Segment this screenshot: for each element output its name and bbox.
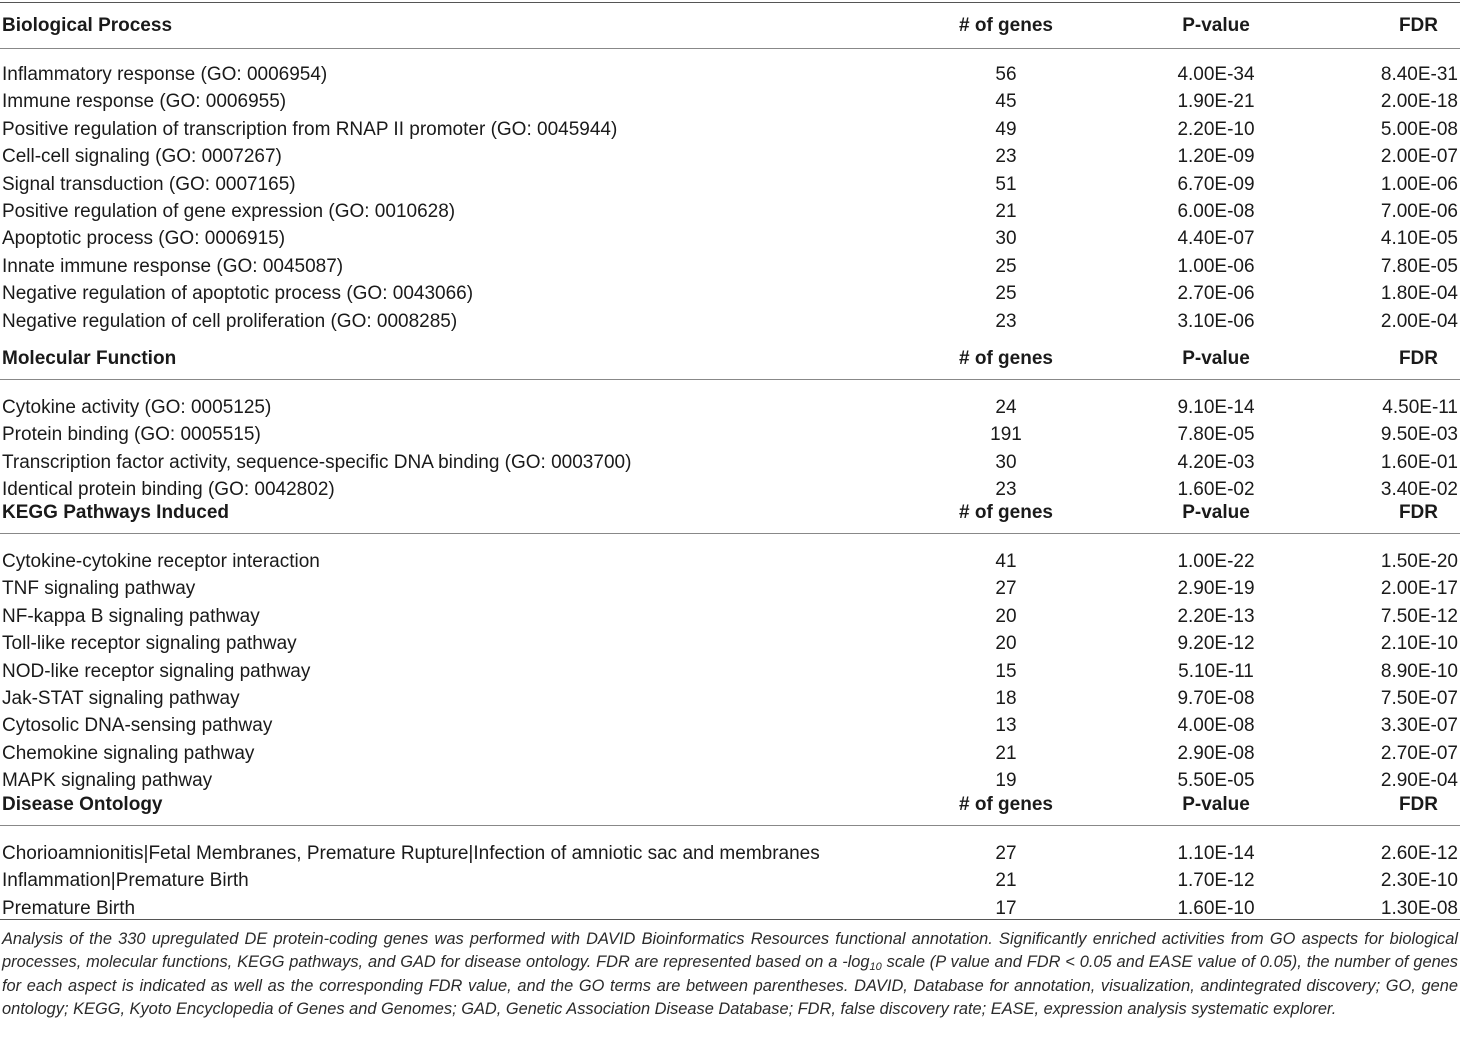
gene-count: 45 xyxy=(995,91,1017,113)
go-term: Negative regulation of cell proliferation (GO: 0008285) xyxy=(2,310,458,332)
column-header-pvalue: P-value xyxy=(1182,502,1250,523)
go-term: Chemokine signaling pathway xyxy=(2,742,255,764)
go-term: Positive regulation of gene expression (GO: 0010628) xyxy=(2,201,456,222)
go-term: Chorioamnionitis|Fetal Membranes, Premature Rupture|Infection of amniotic sac and membranes xyxy=(2,843,820,864)
gene-count: 30 xyxy=(995,228,1017,250)
section-rule xyxy=(0,379,1460,380)
go-term: MAPK signaling pathway xyxy=(2,770,213,792)
table-row xyxy=(0,421,1460,448)
footnote-text-part1: Analysis of the 330 upregulated DE protein-coding genes was performed with DAVID Bioinformatics Resources functional annotation. Significantly enriched activities from GO aspects for biological processes, molecular functions, KEGG pathways, and GAD for disease ontology. FDR are represented based on a -log xyxy=(2,930,1458,972)
footnote-text-part2: scale (P value and FDR < 0.05 and EASE value of 0.05), the number of genes for each aspect is indicated as well as the corresponding FDR value, and the GO terms are between parentheses. DAVID, Database for annotation, visualization, andintegrated discovery; GO, gene ontology; KEGG, Kyoto Encyclopedia of Genes and Genomes; GAD, Genetic Association Disease Database; FDR, false discovery rate; EASE, expression analysis systematic explorer. xyxy=(2,953,1458,1018)
go-term: Jak-STAT signaling pathway xyxy=(2,688,240,709)
gene-count: 30 xyxy=(995,451,1017,473)
column-header-fdr: FDR xyxy=(1398,794,1438,815)
section-header xyxy=(0,791,1460,818)
section-title: KEGG Pathways Induced xyxy=(2,502,229,523)
p-value: 4.40E-07 xyxy=(1177,228,1255,250)
gene-count: 25 xyxy=(995,283,1017,305)
table-row xyxy=(0,61,1460,88)
gene-count: 24 xyxy=(995,397,1017,418)
p-value: 1.20E-09 xyxy=(1177,146,1255,168)
table-row xyxy=(0,658,1460,685)
p-value: 9.20E-12 xyxy=(1177,633,1255,655)
gene-count: 20 xyxy=(995,605,1017,627)
p-value: 7.80E-05 xyxy=(1177,424,1255,446)
fdr-value: 2.90E-04 xyxy=(1380,770,1458,792)
go-term: Positive regulation of transcription from RNAP II promoter (GO: 0045944) xyxy=(2,118,618,140)
table-footnote xyxy=(2,928,1458,1021)
section-header xyxy=(0,345,1460,372)
table-row xyxy=(0,449,1460,476)
table-row xyxy=(0,840,1460,867)
column-header-genes: # of genes xyxy=(959,502,1053,523)
gene-count: 21 xyxy=(995,201,1017,222)
fdr-value: 8.90E-10 xyxy=(1380,660,1458,682)
p-value: 3.10E-06 xyxy=(1177,310,1255,332)
section-rule xyxy=(0,825,1460,826)
gene-count: 15 xyxy=(995,660,1017,682)
go-term: Toll-like receptor signaling pathway xyxy=(2,633,297,655)
gene-count: 49 xyxy=(995,118,1017,140)
table-row xyxy=(0,88,1460,115)
p-value: 4.20E-03 xyxy=(1177,451,1255,473)
column-header-pvalue: P-value xyxy=(1182,15,1250,36)
table-row xyxy=(0,575,1460,602)
go-term: Cytokine-cytokine receptor interaction xyxy=(2,551,320,572)
column-header-pvalue: P-value xyxy=(1182,794,1250,815)
fdr-value: 1.80E-04 xyxy=(1380,283,1458,305)
section-title: Biological Process xyxy=(2,15,173,36)
fdr-value: 7.80E-05 xyxy=(1380,255,1458,277)
p-value: 9.70E-08 xyxy=(1177,688,1255,709)
fdr-value: 3.30E-07 xyxy=(1380,715,1458,737)
gene-count: 23 xyxy=(995,479,1017,501)
go-term: NOD-like receptor signaling pathway xyxy=(2,660,311,682)
fdr-value: 2.10E-10 xyxy=(1380,633,1458,655)
p-value: 6.00E-08 xyxy=(1177,201,1255,222)
fdr-value: 1.50E-20 xyxy=(1380,551,1458,572)
fdr-value: 2.00E-18 xyxy=(1380,91,1458,113)
gene-count: 23 xyxy=(995,310,1017,332)
fdr-value: 2.70E-07 xyxy=(1380,742,1458,764)
go-term: Cell-cell signaling (GO: 0007267) xyxy=(2,146,282,168)
p-value: 4.00E-08 xyxy=(1177,715,1255,737)
gene-count: 21 xyxy=(995,870,1017,892)
column-header-genes: # of genes xyxy=(959,794,1053,815)
fdr-value: 7.50E-12 xyxy=(1380,605,1458,627)
go-term: Cytosolic DNA-sensing pathway xyxy=(2,715,273,737)
fdr-value: 2.00E-07 xyxy=(1380,146,1458,168)
column-header-fdr: FDR xyxy=(1398,348,1438,369)
gene-count: 41 xyxy=(995,551,1017,572)
footnote-subscript: 10 xyxy=(869,961,882,974)
gene-count: 56 xyxy=(995,64,1017,85)
p-value: 2.70E-06 xyxy=(1177,283,1255,305)
p-value: 2.90E-19 xyxy=(1177,578,1255,600)
fdr-value: 2.30E-10 xyxy=(1380,870,1458,892)
table-row xyxy=(0,171,1460,198)
p-value: 2.90E-08 xyxy=(1177,742,1255,764)
go-term: Transcription factor activity, sequence-specific DNA binding (GO: 0003700) xyxy=(2,451,632,473)
fdr-value: 1.00E-06 xyxy=(1380,173,1458,195)
column-header-fdr: FDR xyxy=(1398,502,1438,523)
go-term: Innate immune response (GO: 0045087) xyxy=(2,255,344,277)
table-row xyxy=(0,685,1460,712)
fdr-value: 3.40E-02 xyxy=(1380,479,1458,501)
table-row xyxy=(0,895,1460,922)
section-header xyxy=(0,499,1460,526)
table-row xyxy=(0,394,1460,421)
fdr-value: 4.10E-05 xyxy=(1380,228,1458,250)
table-row xyxy=(0,548,1460,575)
gene-count: 191 xyxy=(990,424,1022,446)
gene-count: 19 xyxy=(995,770,1017,792)
table-row xyxy=(0,308,1460,335)
p-value: 5.50E-05 xyxy=(1177,770,1255,792)
p-value: 2.20E-13 xyxy=(1177,605,1255,627)
gene-count: 25 xyxy=(995,255,1017,277)
table-row xyxy=(0,143,1460,170)
column-header-fdr: FDR xyxy=(1398,15,1438,36)
p-value: 1.00E-22 xyxy=(1177,551,1255,572)
gene-count: 51 xyxy=(995,173,1017,195)
fdr-value: 4.50E-11 xyxy=(1382,397,1458,418)
go-term: TNF signaling pathway xyxy=(2,578,196,600)
p-value: 1.60E-02 xyxy=(1177,479,1255,501)
table-row xyxy=(0,280,1460,307)
p-value: 1.60E-10 xyxy=(1177,897,1255,919)
go-term: Premature Birth xyxy=(2,897,136,919)
p-value: 4.00E-34 xyxy=(1177,64,1255,85)
section-title: Molecular Function xyxy=(2,348,177,369)
fdr-value: 2.00E-17 xyxy=(1380,578,1458,600)
table-row xyxy=(0,630,1460,657)
table-row xyxy=(0,867,1460,894)
gene-count: 13 xyxy=(995,715,1017,737)
table-row xyxy=(0,603,1460,630)
table-row xyxy=(0,116,1460,143)
fdr-value: 2.00E-04 xyxy=(1380,310,1458,332)
p-value: 1.10E-14 xyxy=(1177,843,1255,864)
fdr-value: 1.60E-01 xyxy=(1380,451,1458,473)
column-header-pvalue: P-value xyxy=(1182,348,1250,369)
gene-count: 27 xyxy=(995,843,1017,864)
p-value: 9.10E-14 xyxy=(1177,397,1255,418)
go-term: Negative regulation of apoptotic process (GO: 0043066) xyxy=(2,283,474,305)
fdr-value: 8.40E-31 xyxy=(1380,64,1458,85)
fdr-value: 2.60E-12 xyxy=(1380,843,1458,864)
table-row xyxy=(0,198,1460,225)
section-rule xyxy=(0,533,1460,534)
fdr-value: 7.50E-07 xyxy=(1380,688,1458,709)
section-header xyxy=(0,12,1460,39)
go-term: Inflammation|Premature Birth xyxy=(2,870,249,892)
fdr-value: 5.00E-08 xyxy=(1380,118,1458,140)
fdr-value: 7.00E-06 xyxy=(1380,201,1458,222)
go-term: Immune response (GO: 0006955) xyxy=(2,91,287,113)
table-top-rule xyxy=(0,2,1460,3)
p-value: 1.00E-06 xyxy=(1177,255,1255,277)
p-value: 1.90E-21 xyxy=(1177,91,1255,113)
go-term: Signal transduction (GO: 0007165) xyxy=(2,173,296,195)
p-value: 6.70E-09 xyxy=(1177,173,1255,195)
gene-count: 21 xyxy=(995,742,1017,764)
gene-count: 23 xyxy=(995,146,1017,168)
go-term: Cytokine activity (GO: 0005125) xyxy=(2,397,272,418)
p-value: 2.20E-10 xyxy=(1177,118,1255,140)
go-term: Inflammatory response (GO: 0006954) xyxy=(2,64,328,85)
table-row xyxy=(0,225,1460,252)
fdr-value: 1.30E-08 xyxy=(1380,897,1458,919)
gene-count: 18 xyxy=(995,688,1017,709)
table-bottom-rule xyxy=(0,919,1460,920)
p-value: 1.70E-12 xyxy=(1177,870,1255,892)
table-row xyxy=(0,712,1460,739)
p-value: 5.10E-11 xyxy=(1178,660,1254,682)
gene-count: 20 xyxy=(995,633,1017,655)
section-rule xyxy=(0,48,1460,49)
gene-count: 27 xyxy=(995,578,1017,600)
go-term: NF-kappa B signaling pathway xyxy=(2,605,260,627)
section-title: Disease Ontology xyxy=(2,794,163,815)
table-row xyxy=(0,253,1460,280)
column-header-genes: # of genes xyxy=(959,15,1053,36)
go-term: Identical protein binding (GO: 0042802) xyxy=(2,479,335,501)
go-term: Protein binding (GO: 0005515) xyxy=(2,424,261,446)
fdr-value: 9.50E-03 xyxy=(1380,424,1458,446)
go-term: Apoptotic process (GO: 0006915) xyxy=(2,228,286,250)
gene-count: 17 xyxy=(995,897,1017,919)
table-row xyxy=(0,740,1460,767)
column-header-genes: # of genes xyxy=(959,348,1053,369)
